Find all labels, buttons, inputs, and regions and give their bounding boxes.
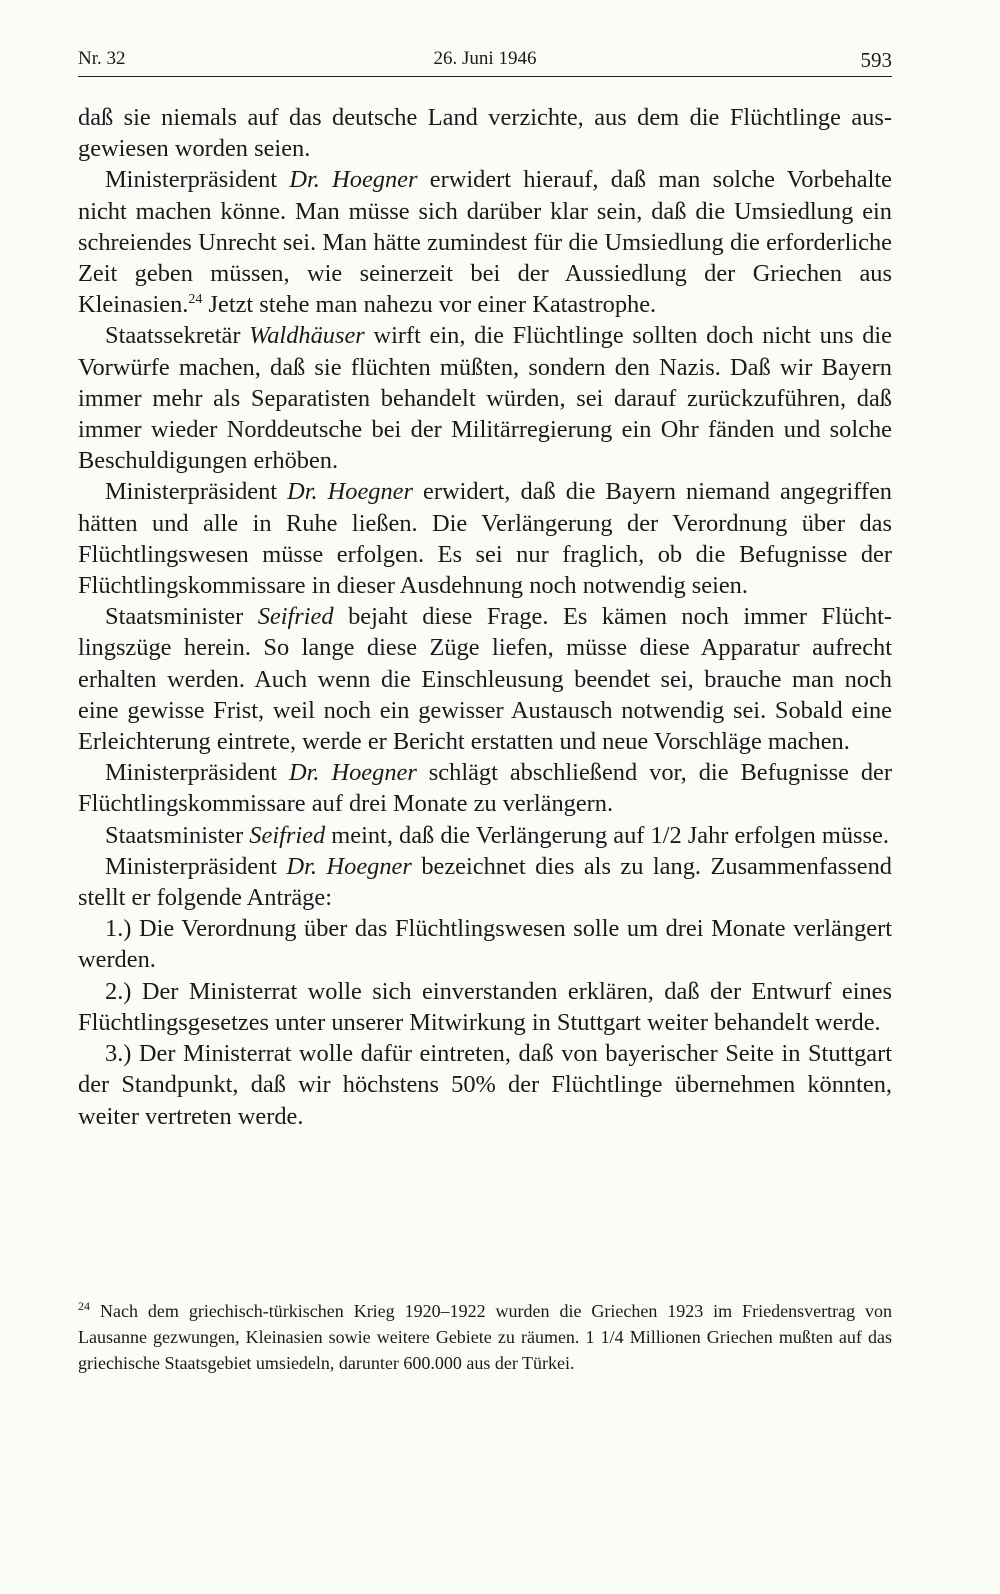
paragraph-text: Ministerpräsident [105, 478, 288, 506]
body-text [78, 102, 892, 1132]
paragraph [78, 851, 892, 913]
speaker-name: Seifried [257, 603, 334, 631]
paragraph [78, 757, 892, 819]
paragraph-text: Staatssekretär [105, 322, 250, 350]
paragraph-text: erwidert hierauf, daß man solche Vorbehalte nicht machen könne. Man müsse sich darüber klar sein, daß die Umsiedlung ein schreiendes Unrecht sei. Man hätte zumindest für die Umsiedlung die erforderliche Zeit geben müssen, wie seinerzeit bei der Aussiedlung der Griechen aus Kleinasien. [78, 166, 892, 319]
speaker-name: Dr. Hoegner [289, 759, 417, 787]
paragraph-text: Staatsminister [105, 821, 250, 849]
speaker-name: Dr. Hoegner [286, 852, 412, 880]
paragraph-text: bejaht diese Frage. Es kämen noch immer Flüchtlingszüge herein. So lange diese Züge liefen, müsse diese Apparatur aufrecht erhalten werden. Auch wenn die Einschleusung beendet sei, brauche man noch eine gewisse Frist, weil noch ein gewisser Austausch notwendig sei. Sobald eine Erleichterung eintrete, werde er Bericht erstatten und neue Vorschläge machen. [78, 603, 892, 756]
paragraph [78, 164, 892, 320]
page-number: 593 [860, 48, 892, 72]
footnote-24 [78, 1298, 892, 1376]
document-date: 26. Juni 1946 [433, 48, 537, 69]
paragraph-text: Ministerpräsident [105, 166, 290, 194]
paragraph-text: Jetzt stehe man nahezu vor einer Katastrophe. [202, 291, 657, 319]
paragraph-text: daß sie niemals auf das deutsche Land verzichte, aus dem die Flüchtlinge ausgewiesen worden seien. [78, 104, 892, 163]
paragraph [78, 1038, 892, 1132]
speaker-name: Waldhäuser [249, 322, 365, 350]
paragraph [78, 320, 892, 476]
paragraph [78, 102, 892, 164]
paragraph-text: wirft ein, die Flüchtlinge sollten doch nicht uns die Vorwürfe machen, daß sie flüchten müßten, sondern den Nazis. Daß wir Bayern immer mehr als Separatisten behandelt würden, sei darauf zurückzuführen, daß immer wieder Norddeutsche bei der Militärregierung ein Ohr fänden und solche Beschuldigungen erhöben. [78, 322, 892, 475]
paragraph [78, 476, 892, 601]
paragraph-text: Staatsminister [105, 603, 258, 631]
speaker-name: Dr. Hoegner [287, 478, 413, 506]
footnote-reference: 24 [188, 292, 203, 308]
paragraph-text: 1.) Die Verordnung über das Flüchtlingswesen solle um drei Monate verlängert werden. [78, 915, 892, 974]
speaker-name: Dr. Hoegner [289, 166, 418, 194]
paragraph-text: Ministerpräsident [105, 852, 287, 880]
paragraph [78, 976, 892, 1038]
footnotes [78, 1298, 892, 1376]
paragraph [78, 601, 892, 757]
running-head [78, 44, 892, 77]
paragraph [78, 913, 892, 975]
paragraph-text: bezeichnet dies als zu lang. Zusammenfassend stellt er folgende Anträge: [78, 852, 892, 912]
paragraph-text: meint, daß die Verlängerung auf 1/2 Jahr erfolgen müsse. [325, 821, 889, 849]
paragraph [78, 820, 892, 851]
paragraph-text: 2.) Der Ministerrat wolle sich einverstanden erklären, daß der Entwurf eines Flüchtlingsgesetzes unter unserer Mitwirkung in Stuttgart weiter behandelt werde. [78, 977, 892, 1036]
speaker-name: Seifried [249, 821, 326, 849]
paragraph-text: schlägt abschließend vor, die Befugnisse der Flüchtlingskommissare auf drei Monate zu verlängern. [78, 759, 892, 818]
paragraph-text: 3.) Der Ministerrat wolle dafür eintreten, daß von bayerischer Seite in Stuttgart der Standpunkt, daß wir höchstens 50% der Flüchtlinge übernehmen könnten, weiter vertreten werde. [78, 1040, 892, 1130]
footnote-text: Nach dem griechisch-türkischen Krieg 1920–1922 wurden die Griechen 1923 im Friedensvertrag von Lausanne gezwungen, Kleinasien sowie weitere Gebiete zu räumen. 1 1/4 Millionen Griechen mußten auf das griechische Staatsgebiet umsiedeln, darunter 600.000 aus der Türkei. [78, 1301, 892, 1373]
footnote-number: 24 [78, 1299, 90, 1313]
document-number: Nr. 32 [78, 48, 126, 69]
paragraph-text: erwidert, daß die Bayern niemand angegriffen hätten und alle in Ruhe ließen. Die Verlängerung der Verordnung über das Flüchtlingswesen müsse erfolgen. Es sei nur fraglich, ob die Befugnisse der Flüchtlingskommissare in dieser Ausdehnung noch notwendig seien. [78, 478, 892, 600]
paragraph-text: Ministerpräsident [105, 759, 290, 787]
